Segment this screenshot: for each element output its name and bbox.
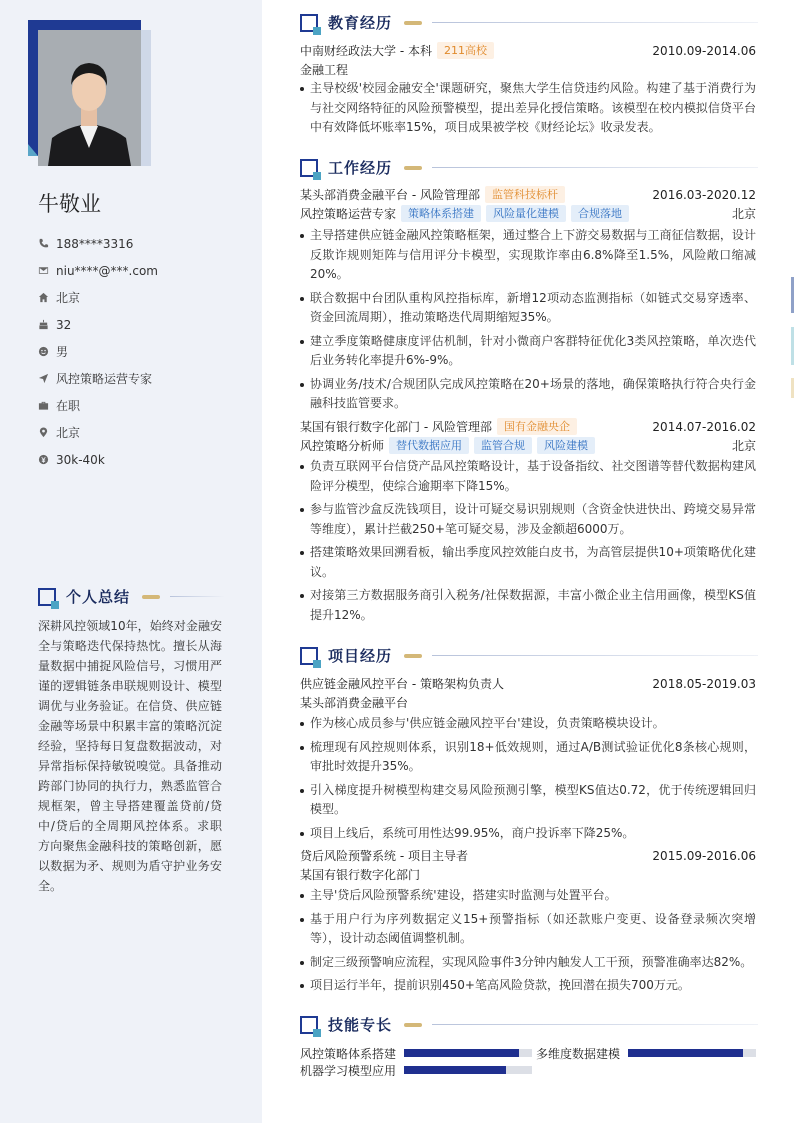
list-item: 负责互联网平台信贷产品风控策略设计，基于设备指纹、社交图谱等替代数据构建风险评分模型，使综合逾期率下降15%。 <box>300 457 756 496</box>
list-item: 联合数据中台团队重构风控指标库，新增12项动态监测指标（如链式交易穿透率、资金回流周期），推动策略迭代周期缩短35%。 <box>300 289 756 328</box>
school-tag: 211高校 <box>437 42 494 59</box>
section-marker-icon <box>300 159 318 177</box>
gender-icon <box>38 346 49 357</box>
section-title: 工作经历 <box>328 159 393 177</box>
section-marker-icon <box>300 1016 318 1034</box>
company-tag: 监管科技标杆 <box>485 186 565 203</box>
project-org: 某头部消费金融平台 <box>300 696 409 710</box>
projects-section-header <box>300 645 758 666</box>
list-item: 项目运行半年，提前识别450+笔高风险贷款，挽回潜在损失700万元。 <box>300 976 756 996</box>
phone-icon <box>38 238 49 249</box>
section-marker-icon <box>38 588 56 606</box>
list-item: 协调业务/技术/合规团队完成风控策略在20+场景的落地，确保策略执行符合央行金融科技监管要求。 <box>300 375 756 414</box>
mail-icon <box>38 265 49 276</box>
education-period: 2010.09-2014.06 <box>652 43 756 58</box>
list-item: 参与监管沙盒反洗钱项目，设计可疑交易识别规则（含资金快进快出、跨境交易异常等维度），累计拦截250+笔可疑交易，涉及金额超6000万。 <box>300 500 756 539</box>
school-name: 中南财经政法大学 - 本科 <box>300 44 432 58</box>
job-period: 2014.07-2016.02 <box>652 419 756 434</box>
location-icon <box>38 427 49 438</box>
skill-item <box>300 1044 532 1062</box>
list-item: 建立季度策略健康度评估机制，针对小微商户客群特征优化3类风控策略，单次迭代后业务转化率提升6%-9%。 <box>300 332 756 371</box>
info-age: 32 <box>38 311 158 338</box>
home-icon <box>38 292 49 303</box>
briefcase-icon <box>38 400 49 411</box>
work-job-2 <box>300 417 756 629</box>
project-name: 供应链金融风控平台 - 策略架构负责人 <box>300 677 504 691</box>
info-target-position: 风控策略运营专家 <box>38 365 158 392</box>
skill-name: 机器学习模型应用 <box>300 1063 397 1078</box>
info-phone: 188****3316 <box>38 230 158 257</box>
project-org: 某国有银行数字化部门 <box>300 868 421 882</box>
info-salary: 30k-40k <box>38 446 158 473</box>
list-item: 搭建策略效果回溯看板，输出季度风控效能白皮书，为高管层提供10+项策略优化建议。 <box>300 543 756 582</box>
list-item: 基于用户行为序列数据定义15+预警指标（如还款账户变更、设备登录频次突增等），设计动态阈值调整机制。 <box>300 910 756 949</box>
section-title: 项目经历 <box>328 647 393 665</box>
work-section-header <box>300 157 758 178</box>
company-name: 某国有银行数字化部门 - 风险管理部 <box>300 420 492 434</box>
section-marker-icon <box>300 14 318 32</box>
skill-tag: 策略体系搭建 <box>401 205 481 222</box>
job-role: 风控策略分析师 <box>300 439 385 453</box>
list-item: 作为核心成员参与'供应链金融风控平台'建设，负责策略模块设计。 <box>300 714 756 734</box>
list-item: 制定三级预警响应流程，实现风险事件3分钟内触发人工干预，预警准确率达82%。 <box>300 953 756 973</box>
skill-name: 多维度数据建模 <box>536 1046 621 1061</box>
candidate-name: 牛敬业 <box>38 192 101 216</box>
contact-info-list <box>38 230 158 473</box>
info-gender: 男 <box>38 338 158 365</box>
info-email: niu****@***.com <box>38 257 158 284</box>
list-item: 主导校级'校园金融安全'课题研究，聚焦大学生信贷违约风险。构建了基于消费行为与社交网络特征的风险预警模型，提出差异化授信策略。该模型在校内模拟信贷平台中有效降低坏账率15%，项目成果被学校《财经论坛》收录发表。 <box>300 79 756 138</box>
company-tag: 国有金融央企 <box>497 418 577 435</box>
project-period: 2015.09-2016.06 <box>652 848 756 863</box>
salary-icon <box>38 454 49 465</box>
skill-level-bar <box>404 1066 532 1074</box>
education-section-header <box>300 12 758 33</box>
skill-tag: 风险建模 <box>537 437 595 454</box>
skill-item <box>536 1044 756 1062</box>
skill-level-bar <box>404 1049 532 1057</box>
skill-item <box>300 1061 532 1079</box>
job-city: 北京 <box>731 439 756 453</box>
info-residence: 北京 <box>38 284 158 311</box>
major: 金融工程 <box>300 63 349 77</box>
job-period: 2016.03-2020.12 <box>652 187 756 202</box>
company-name: 某头部消费金融平台 - 风险管理部 <box>300 188 480 202</box>
section-title: 技能专长 <box>328 1016 393 1034</box>
skill-level-bar <box>628 1049 756 1057</box>
section-marker-icon <box>300 647 318 665</box>
work-job-1 <box>300 185 756 418</box>
skill-tag: 替代数据应用 <box>389 437 469 454</box>
skill-tag: 监管合规 <box>474 437 532 454</box>
list-item: 梳理现有风控规则体系，识别18+低效规则，通过A/B测试验证优化8条核心规则，审批时效提升35%。 <box>300 738 756 777</box>
info-status: 在职 <box>38 392 158 419</box>
list-item: 项目上线后，系统可用性达99.95%，商户投诉率下降25%。 <box>300 824 756 844</box>
section-title: 个人总结 <box>66 588 131 606</box>
skill-tag: 合规落地 <box>571 205 629 222</box>
send-icon <box>38 373 49 384</box>
skill-name: 风控策略体系搭建 <box>300 1046 397 1061</box>
skills-section-header <box>300 1014 758 1035</box>
summary-text: 深耕风控领域10年，始终对金融安全与策略迭代保持热忱。擅长从海量数据中捕捉风险信号，习惯用严谨的逻辑链条串联规则设计、模型调优与业务验证。在信贷、供应链金融等场景中积累丰富的策略沉淀经验，坚持每日复盘数据波动，对异常指标保持敏锐嗅觉。具备推动跨部门协同的执行力，熟悉监管合规框架，曾主导搭建覆盖贷前/贷中/贷后的全周期风控体系。求职方向聚焦金融科技的策略创新，愿以数据为矛、规则为盾守护业务安全。 <box>38 619 222 893</box>
list-item: 对接第三方数据服务商引入税务/社保数据源，丰富小微企业主信用画像，模型KS值提升12%。 <box>300 586 756 625</box>
list-item: 主导搭建供应链金融风控策略框架，通过整合上下游交易数据与工商征信数据，设计反欺诈规则矩阵与信用评分卡模型，实现欺诈率由6.8%降至1.5%，风险敞口缩减20%。 <box>300 226 756 285</box>
cake-icon <box>38 319 49 330</box>
job-city: 北京 <box>731 207 756 221</box>
project-2 <box>300 846 756 1000</box>
list-item: 主导'贷后风险预警系统'建设，搭建实时监测与处置平台。 <box>300 886 756 906</box>
project-1 <box>300 674 756 847</box>
list-item: 引入梯度提升树模型构建交易风险预测引擎，模型KS值达0.72，优于传统逻辑回归模型。 <box>300 781 756 820</box>
info-target-city: 北京 <box>38 419 158 446</box>
section-title: 教育经历 <box>328 14 393 32</box>
skill-tag: 风险量化建模 <box>486 205 566 222</box>
sidebar <box>0 0 262 1123</box>
summary-section-header <box>38 586 224 607</box>
avatar <box>28 20 151 166</box>
project-name: 贷后风险预警系统 - 项目主导者 <box>300 849 468 863</box>
education-section <box>300 41 756 142</box>
project-period: 2018.05-2019.03 <box>652 676 756 691</box>
job-role: 风控策略运营专家 <box>300 207 397 221</box>
